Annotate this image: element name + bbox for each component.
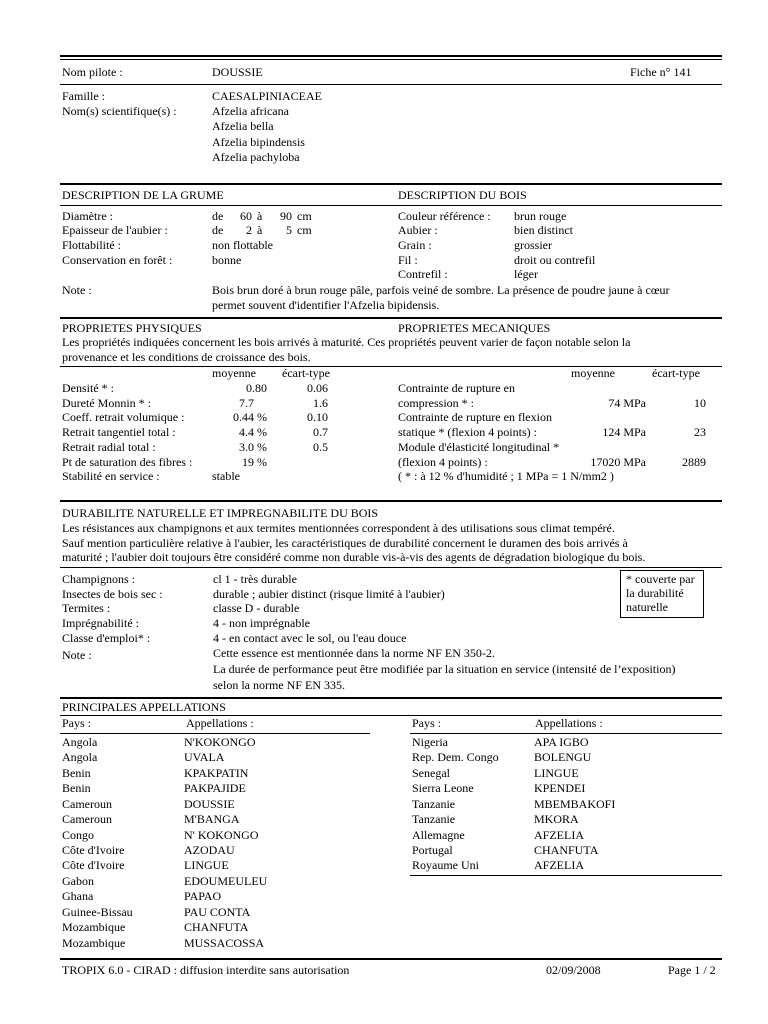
grume-title: DESCRIPTION DE LA GRUME [62, 188, 224, 202]
bois-row-label: Contrefil : [398, 267, 448, 281]
fiche-number: Fiche n° 141 [630, 65, 692, 79]
diametre-de: de [212, 209, 224, 223]
nom-scientifique: Afzelia bipindensis [212, 135, 305, 149]
appellation-pays: Ghana [62, 889, 94, 903]
durabilite-row-label: Imprégnabilité : [62, 616, 139, 630]
physiques-col-ecart: écart-type [282, 366, 330, 380]
aubier-a: à [257, 223, 263, 237]
bois-row-label: Grain : [398, 238, 432, 252]
physiques-row-moyenne: 19 % [242, 455, 267, 469]
bois-row-value: droit ou contrefil [514, 253, 596, 267]
durabilite-note-line: Cette essence est mentionnée dans la norme NF EN 350-2. [213, 646, 495, 660]
appellation-nom: MKORA [534, 812, 579, 826]
appellation-nom: LINGUE [534, 766, 579, 780]
physiques-row-moyenne: 7.7 [239, 396, 254, 410]
mecaniques-row-label: Contrainte de rupture en flexion [398, 410, 552, 424]
bois-row-label: Fil : [398, 253, 418, 267]
conservation-value: bonne [212, 253, 242, 267]
durabilite-note-line: La durée de performance peut être modifiée par la situation en service (intensité de l’exposition) [213, 662, 676, 676]
mecaniques-row-moyenne: 124 MPa [602, 425, 646, 439]
durabilite-intro: Sauf mention particulière relative à l'aubier, les caractéristiques de durabilité concernent le duramen des bois arrivés à [62, 536, 628, 550]
physiques-row-label: Densité * : [62, 381, 114, 395]
durabilite-row-value: durable ; aubier distinct (risque limité à l'aubier) [213, 587, 445, 601]
mecaniques-row-label: compression * : [398, 396, 474, 410]
header-rule [60, 84, 722, 85]
appellations-header: Appellations : [535, 716, 603, 730]
bois-row-label: Couleur référence : [398, 209, 491, 223]
proprietes-intro: Les propriétés indiquées concernent les bois arrivés à maturité. Ces propriétés peuvent varier de façon notable selon la [62, 335, 631, 349]
bois-row-value: bien distinct [514, 223, 573, 237]
aubier-de: de [212, 223, 224, 237]
footer-copyright: TROPIX 6.0 - CIRAD : diffusion interdite sans autorisation [62, 963, 350, 977]
appellation-nom: KPAKPATIN [184, 766, 249, 780]
durabilite-intro: Les résistances aux champignons et aux termites mentionnées correspondent à des utilisations sous climat tempéré. [62, 521, 615, 535]
mecaniques-col-ecart: écart-type [652, 366, 700, 380]
aubier-label: Epaisseur de l'aubier : [62, 223, 168, 237]
appellation-pays: Benin [62, 766, 91, 780]
nom-scientifique: Afzelia africana [212, 104, 289, 118]
physiques-row-moyenne: stable [212, 469, 240, 483]
mecaniques-row-label: statique * (flexion 4 points) : [398, 425, 537, 439]
mecaniques-row-ecart: 2889 [682, 455, 706, 469]
section-rule-proprietes [60, 317, 722, 319]
aubier-min: 2 [246, 223, 252, 237]
appellation-pays: Mozambique [62, 936, 126, 950]
proprietes-header-rule [60, 366, 722, 367]
durabilite-row-value: 4 - en contact avec le sol, ou l'eau douce [213, 631, 407, 645]
durabilite-row-label: Classe d'emploi* : [62, 631, 151, 645]
appellation-pays: Gabon [62, 874, 94, 888]
right-column-header-rule [410, 733, 722, 734]
appellation-nom: BOLENGU [534, 750, 592, 764]
mecaniques-col-moyenne: moyenne [571, 366, 615, 380]
flottabilite-value: non flottable [212, 238, 273, 252]
bois-row-value: léger [514, 267, 538, 281]
box-line: * couverte par [626, 572, 695, 586]
box-line: naturelle [626, 600, 668, 614]
section-rule-description [60, 183, 722, 185]
note-label: Note : [62, 283, 92, 297]
mecaniques-footnote: ( * : à 12 % d'humidité ; 1 MPa = 1 N/mm2 ) [398, 469, 614, 483]
bois-row-value: grossier [514, 238, 552, 252]
physiques-row-ecart: 1.6 [313, 396, 328, 410]
durabilite-row-label: Champignons : [62, 572, 136, 586]
appellation-pays: Royaume Uni [412, 858, 479, 872]
durabilite-title: DURABILITE NATURELLE ET IMPREGNABILITE DU BOIS [62, 506, 379, 520]
bois-row-label: Aubier : [398, 223, 438, 237]
aubier-unit: cm [297, 223, 312, 237]
appellation-nom: AZODAU [184, 843, 235, 857]
mecaniques-row-moyenne: 17020 MPa [590, 455, 646, 469]
appellation-nom: LINGUE [184, 858, 229, 872]
appellation-nom: PAU CONTA [184, 905, 251, 919]
physiques-title: PROPRIETES PHYSIQUES [62, 321, 202, 335]
physiques-row-ecart: 0.10 [307, 410, 328, 424]
noms-scientifiques-label: Nom(s) scientifique(s) : [62, 104, 177, 118]
appellation-pays: Rep. Dem. Congo [412, 750, 499, 764]
diametre-unit: cm [297, 209, 312, 223]
appellation-pays: Cameroun [62, 812, 112, 826]
physiques-col-moyenne: moyenne [212, 366, 256, 380]
mecaniques-row-label: (flexion 4 points) : [398, 455, 488, 469]
physiques-row-moyenne: 4.4 % [239, 425, 267, 439]
note-line: Bois brun doré à brun rouge pâle, parfois veiné de sombre. La présence de poudre jaune à cœur [212, 283, 670, 297]
appellation-nom: MBEMBAKOFI [534, 797, 616, 811]
right-column-end-rule [410, 875, 722, 876]
nom-pilote-label: Nom pilote : [62, 65, 123, 79]
appellation-pays: Côte d'Ivoire [62, 858, 125, 872]
top-double-rule-1 [60, 55, 722, 57]
appellation-nom: CHANFUTA [534, 843, 599, 857]
appellation-nom: PAPAO [184, 889, 222, 903]
appellation-pays: Nigeria [412, 735, 448, 749]
flottabilite-label: Flottabilité : [62, 238, 121, 252]
aubier-max: 5 [286, 223, 292, 237]
durabilite-intro: maturité ; l'aubier doit toujours être considéré comme non durable vis-à-vis des agents de dégradation biologique du bois. [62, 550, 646, 564]
appellation-nom: AFZELIA [534, 858, 584, 872]
appellation-pays: Cameroun [62, 797, 112, 811]
diametre-a: à [257, 209, 263, 223]
durabilite-intro-rule [60, 567, 722, 568]
mecaniques-row-ecart: 23 [694, 425, 706, 439]
physiques-row-moyenne: 3.0 % [239, 440, 267, 454]
mecaniques-row-ecart: 10 [694, 396, 706, 410]
physiques-row-ecart: 0.7 [313, 425, 328, 439]
physiques-row-label: Pt de saturation des fibres : [62, 455, 193, 469]
physiques-row-ecart: 0.5 [313, 440, 328, 454]
appellations-title: PRINCIPALES APPELLATIONS [62, 700, 226, 714]
physiques-row-label: Stabilité en service : [62, 469, 160, 483]
bois-title: DESCRIPTION DU BOIS [398, 188, 527, 202]
note-line: permet souvent d'identifier l'Afzelia bipidensis. [212, 298, 440, 312]
appellation-nom: DOUSSIE [184, 797, 235, 811]
appellation-pays: Portugal [412, 843, 453, 857]
proprietes-intro: provenance et les conditions de croissance des bois. [62, 350, 311, 364]
mecaniques-row-label: Contrainte de rupture en [398, 381, 515, 395]
physiques-row-label: Dureté Monnin * : [62, 396, 151, 410]
durabilite-row-value: cl 1 - très durable [213, 572, 297, 586]
nom-scientifique: Afzelia bella [212, 119, 274, 133]
appellation-nom: N'KOKONGO [184, 735, 256, 749]
physiques-row-label: Coeff. retrait volumique : [62, 410, 185, 424]
appellation-pays: Benin [62, 781, 91, 795]
footer-page-number: Page 1 / 2 [668, 963, 716, 977]
durabilite-row-value: 4 - non imprégnable [213, 616, 310, 630]
mecaniques-row-moyenne: 74 MPa [608, 396, 646, 410]
classe-emploi-footnote-box [620, 570, 704, 618]
appellation-pays: Allemagne [412, 828, 465, 842]
diametre-label: Diamètre : [62, 209, 113, 223]
physiques-row-moyenne: 0.44 % [233, 410, 267, 424]
mecaniques-row-label: Module d'élasticité longitudinal * [398, 440, 560, 454]
pays-header: Pays : [62, 716, 92, 730]
nom-scientifique: Afzelia pachyloba [212, 150, 300, 164]
nom-pilote-value: DOUSSIE [212, 65, 263, 79]
top-double-rule-2 [60, 59, 722, 60]
appellation-nom: AFZELIA [534, 828, 584, 842]
pays-header: Pays : [412, 716, 442, 730]
appellation-pays: Tanzanie [412, 797, 456, 811]
diametre-min: 60 [240, 209, 252, 223]
appellation-pays: Angola [62, 735, 98, 749]
physiques-row-moyenne: 0.80 [246, 381, 267, 395]
conservation-label: Conservation en forêt : [62, 253, 173, 267]
appellation-nom: PAKPAJIDE [184, 781, 246, 795]
durabilite-row-value: classe D - durable [213, 601, 300, 615]
mecaniques-title: PROPRIETES MECANIQUES [398, 321, 551, 335]
bois-row-value: brun rouge [514, 209, 567, 223]
appellation-nom: M'BANGA [184, 812, 240, 826]
appellation-pays: Angola [62, 750, 98, 764]
physiques-row-label: Retrait radial total : [62, 440, 156, 454]
appellation-pays: Côte d'Ivoire [62, 843, 125, 857]
appellation-nom: UVALA [184, 750, 225, 764]
appellation-nom: MUSSACOSSA [184, 936, 265, 950]
footer-date: 02/09/2008 [546, 963, 601, 977]
durabilite-row-label: Termites : [62, 601, 111, 615]
appellation-nom: CHANFUTA [184, 920, 249, 934]
left-column-header-rule [60, 733, 370, 734]
appellation-pays: Sierra Leone [412, 781, 474, 795]
durabilite-note-label: Note : [62, 648, 92, 662]
appellation-pays: Guinee-Bissau [62, 905, 133, 919]
footer-rule [60, 958, 722, 960]
appellation-pays: Congo [62, 828, 95, 842]
durabilite-row-label: Insectes de bois sec : [62, 587, 163, 601]
appellation-nom: EDOUMEULEU [184, 874, 268, 888]
section-rule-durabilite [60, 500, 722, 502]
appellation-nom: KPENDEI [534, 781, 586, 795]
durabilite-note-line: selon la norme NF EN 335. [213, 678, 345, 692]
physiques-row-ecart: 0.06 [307, 381, 328, 395]
appellation-nom: APA IGBO [534, 735, 589, 749]
appellation-pays: Tanzanie [412, 812, 456, 826]
diametre-max: 90 [280, 209, 292, 223]
section-rule-appellations [60, 697, 722, 699]
appellation-nom: N' KOKONGO [184, 828, 259, 842]
physiques-row-label: Retrait tangentiel total : [62, 425, 176, 439]
famille-label: Famille : [62, 89, 105, 103]
box-line: la durabilité [626, 586, 684, 600]
appellation-pays: Mozambique [62, 920, 126, 934]
appellations-title-rule [60, 715, 722, 716]
description-title-rule [60, 205, 722, 206]
appellations-header: Appellations : [186, 716, 254, 730]
appellation-pays: Senegal [412, 766, 450, 780]
famille-value: CAESALPINIACEAE [212, 89, 322, 103]
